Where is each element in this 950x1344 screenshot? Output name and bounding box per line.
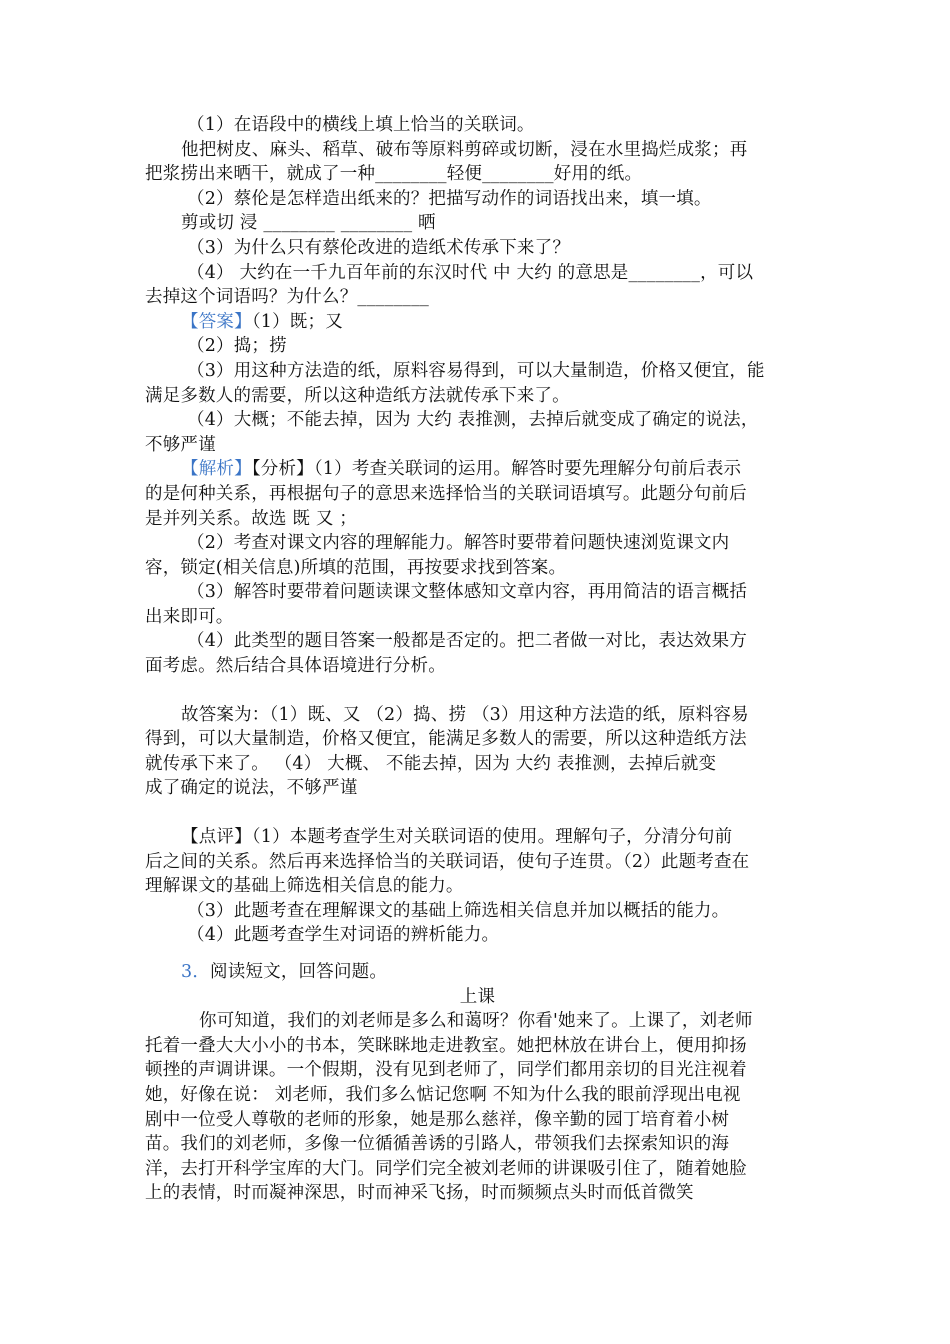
analysis-line: 面考虑。然后结合具体语境进行分析。: [145, 656, 446, 677]
passage-line: 你可知道，我们的刘老师是多么和蔼呀？你看'她来了。上课了，刘老师: [199, 1011, 753, 1032]
comment-line: （4）此题考查学生对词语的辨析能力。: [187, 925, 500, 946]
answer-line: （2）捣；捞: [187, 336, 287, 357]
spacer: [145, 948, 810, 960]
final-answer-line: 得到，可以大量制造，价格又便宜，能满足多数人的需要，所以这种造纸方法: [145, 729, 747, 750]
analysis-first-text: 【分析】（1）考查关联词的运用。解答时要先理解分句前后表示: [251, 459, 742, 480]
question-prompt: 阅读短文，回答问题。: [210, 962, 388, 982]
analysis-label: 【解析】: [181, 459, 252, 480]
analysis-line: （2）考查对课文内容的理解能力。解答时要带着问题快速浏览课文内: [187, 533, 730, 554]
spacer: [145, 801, 810, 825]
comment-line: （3）此题考查在理解课文的基础上筛选相关信息并加以概括的能力。: [187, 900, 730, 921]
analysis-line: 的是何种关系，再根据句子的意思来选择恰当的关联词语填写。此题分句前后: [145, 483, 747, 504]
analysis-line: 出来即可。: [145, 606, 234, 627]
answer-lines: [145, 334, 810, 457]
answer-block: [145, 310, 810, 458]
passage-line: 洋，去打开科学宝库的大门。同学们完全被刘老师的讲课吸引住了，随着她脸: [145, 1158, 747, 1179]
final-answer-line: 就传承下来了。 （4） 大概、 不能去掉，因为 大约 表推测，去掉后就变: [145, 753, 717, 774]
analysis-block: [145, 457, 810, 678]
document-content: [145, 113, 810, 1206]
comment-line: 理解课文的基础上筛选相关信息的能力。: [145, 876, 464, 897]
analysis-line: 容，锁定(相关信息)所填的范围，再按要求找到答案。: [145, 557, 567, 578]
passage-line: 顿挫的声调讲课。一个假期，没有见到老师了，同学们都用亲切的目光注视着: [145, 1060, 747, 1081]
question-2-subquestions: [145, 113, 810, 310]
passage-line: 上的表情，时而凝神深思，时而神采飞扬，时而频频点头时而低首微笑: [145, 1183, 694, 1204]
passage-title: 上课: [459, 986, 496, 1007]
answer-label: 【答案】: [181, 311, 252, 332]
analysis-line: 是并列关系。故选 既 又 ；: [145, 508, 357, 529]
analysis-lines: [145, 482, 810, 679]
final-answer-line: 故答案为：（1）既、又 （2）捣、捞 （3）用这种方法造的纸，原料容易: [181, 704, 749, 725]
passage-body: [145, 1009, 810, 1206]
comment-block: [145, 825, 810, 948]
final-answer-block: [145, 703, 810, 801]
answer-line: 满足多数人的需要，所以这种造纸方法就传承下来了。: [145, 385, 570, 406]
analysis-line: （3）解答时要带着问题读课文整体感知文章内容，再用简洁的语言概括: [187, 582, 748, 603]
final-answer-line: 成了确定的说法，不够严谨: [145, 778, 358, 799]
comment-line: 后之间的关系。然后再来选择恰当的关联词语，使句子连贯。（2）此题考查在: [145, 851, 750, 872]
answer-first-text: （1）既；又: [251, 311, 343, 332]
question-line: 剪或切 浸 ________ ________ 晒: [181, 213, 436, 234]
question-line: 他把树皮、麻头、稻草、破布等原料剪碎或切断，浸在水里捣烂成浆；再: [181, 139, 748, 160]
passage-line: 她，好像在说： 刘老师，我们多么惦记您啊 不知为什么我的眼前浮现出电视: [145, 1084, 741, 1105]
analysis-first-line: [145, 457, 810, 482]
passage-line: 托着一叠大大小小的书本，笑眯眯地走进教室。她把林放在讲台上，便用抑扬: [145, 1035, 747, 1056]
question-line: 去掉这个词语吗？为什么？________: [145, 287, 429, 308]
comment-line: 【点评】（1）本题考查学生对关联词语的使用。理解句子，分清分句前: [181, 827, 733, 848]
question-line: 把浆捞出来晒干，就成了一种________轻便________好用的纸。: [145, 164, 643, 185]
passage-line: 剧中一位受人尊敬的老师的形象，她是那么慈祥，像辛勤的园丁培育着小树: [145, 1109, 730, 1130]
analysis-line: （4）此类型的题目答案一般都是否定的。把二者做一对比，表达效果方: [187, 631, 748, 652]
answer-line: （4）大概；不能去掉，因为 大约 表推测，去掉后就变成了确定的说法，: [187, 410, 759, 431]
spacer: [145, 679, 810, 703]
answer-line: 不够严谨: [145, 434, 216, 455]
question-3-heading: [145, 960, 810, 985]
passage-line: 苗。我们的刘老师，多像一位循循善诱的引路人，带领我们去探索知识的海: [145, 1134, 730, 1155]
question-number: 3．: [181, 962, 211, 982]
answer-first-line: [145, 310, 810, 335]
question-line: （2）蔡伦是怎样造出纸来的？把描写动作的词语找出来，填一填。: [187, 188, 712, 209]
question-line: （1）在语段中的横线上填上恰当的关联词。: [187, 115, 535, 135]
question-line: （4） 大约在一千九百年前的东汉时代 中 大约 的意思是________，可以: [187, 262, 754, 283]
question-line: （3）为什么只有蔡伦改进的造纸术传承下来了？: [187, 237, 571, 258]
answer-line: （3）用这种方法造的纸，原料容易得到，可以大量制造，价格又便宜，能: [187, 360, 765, 381]
